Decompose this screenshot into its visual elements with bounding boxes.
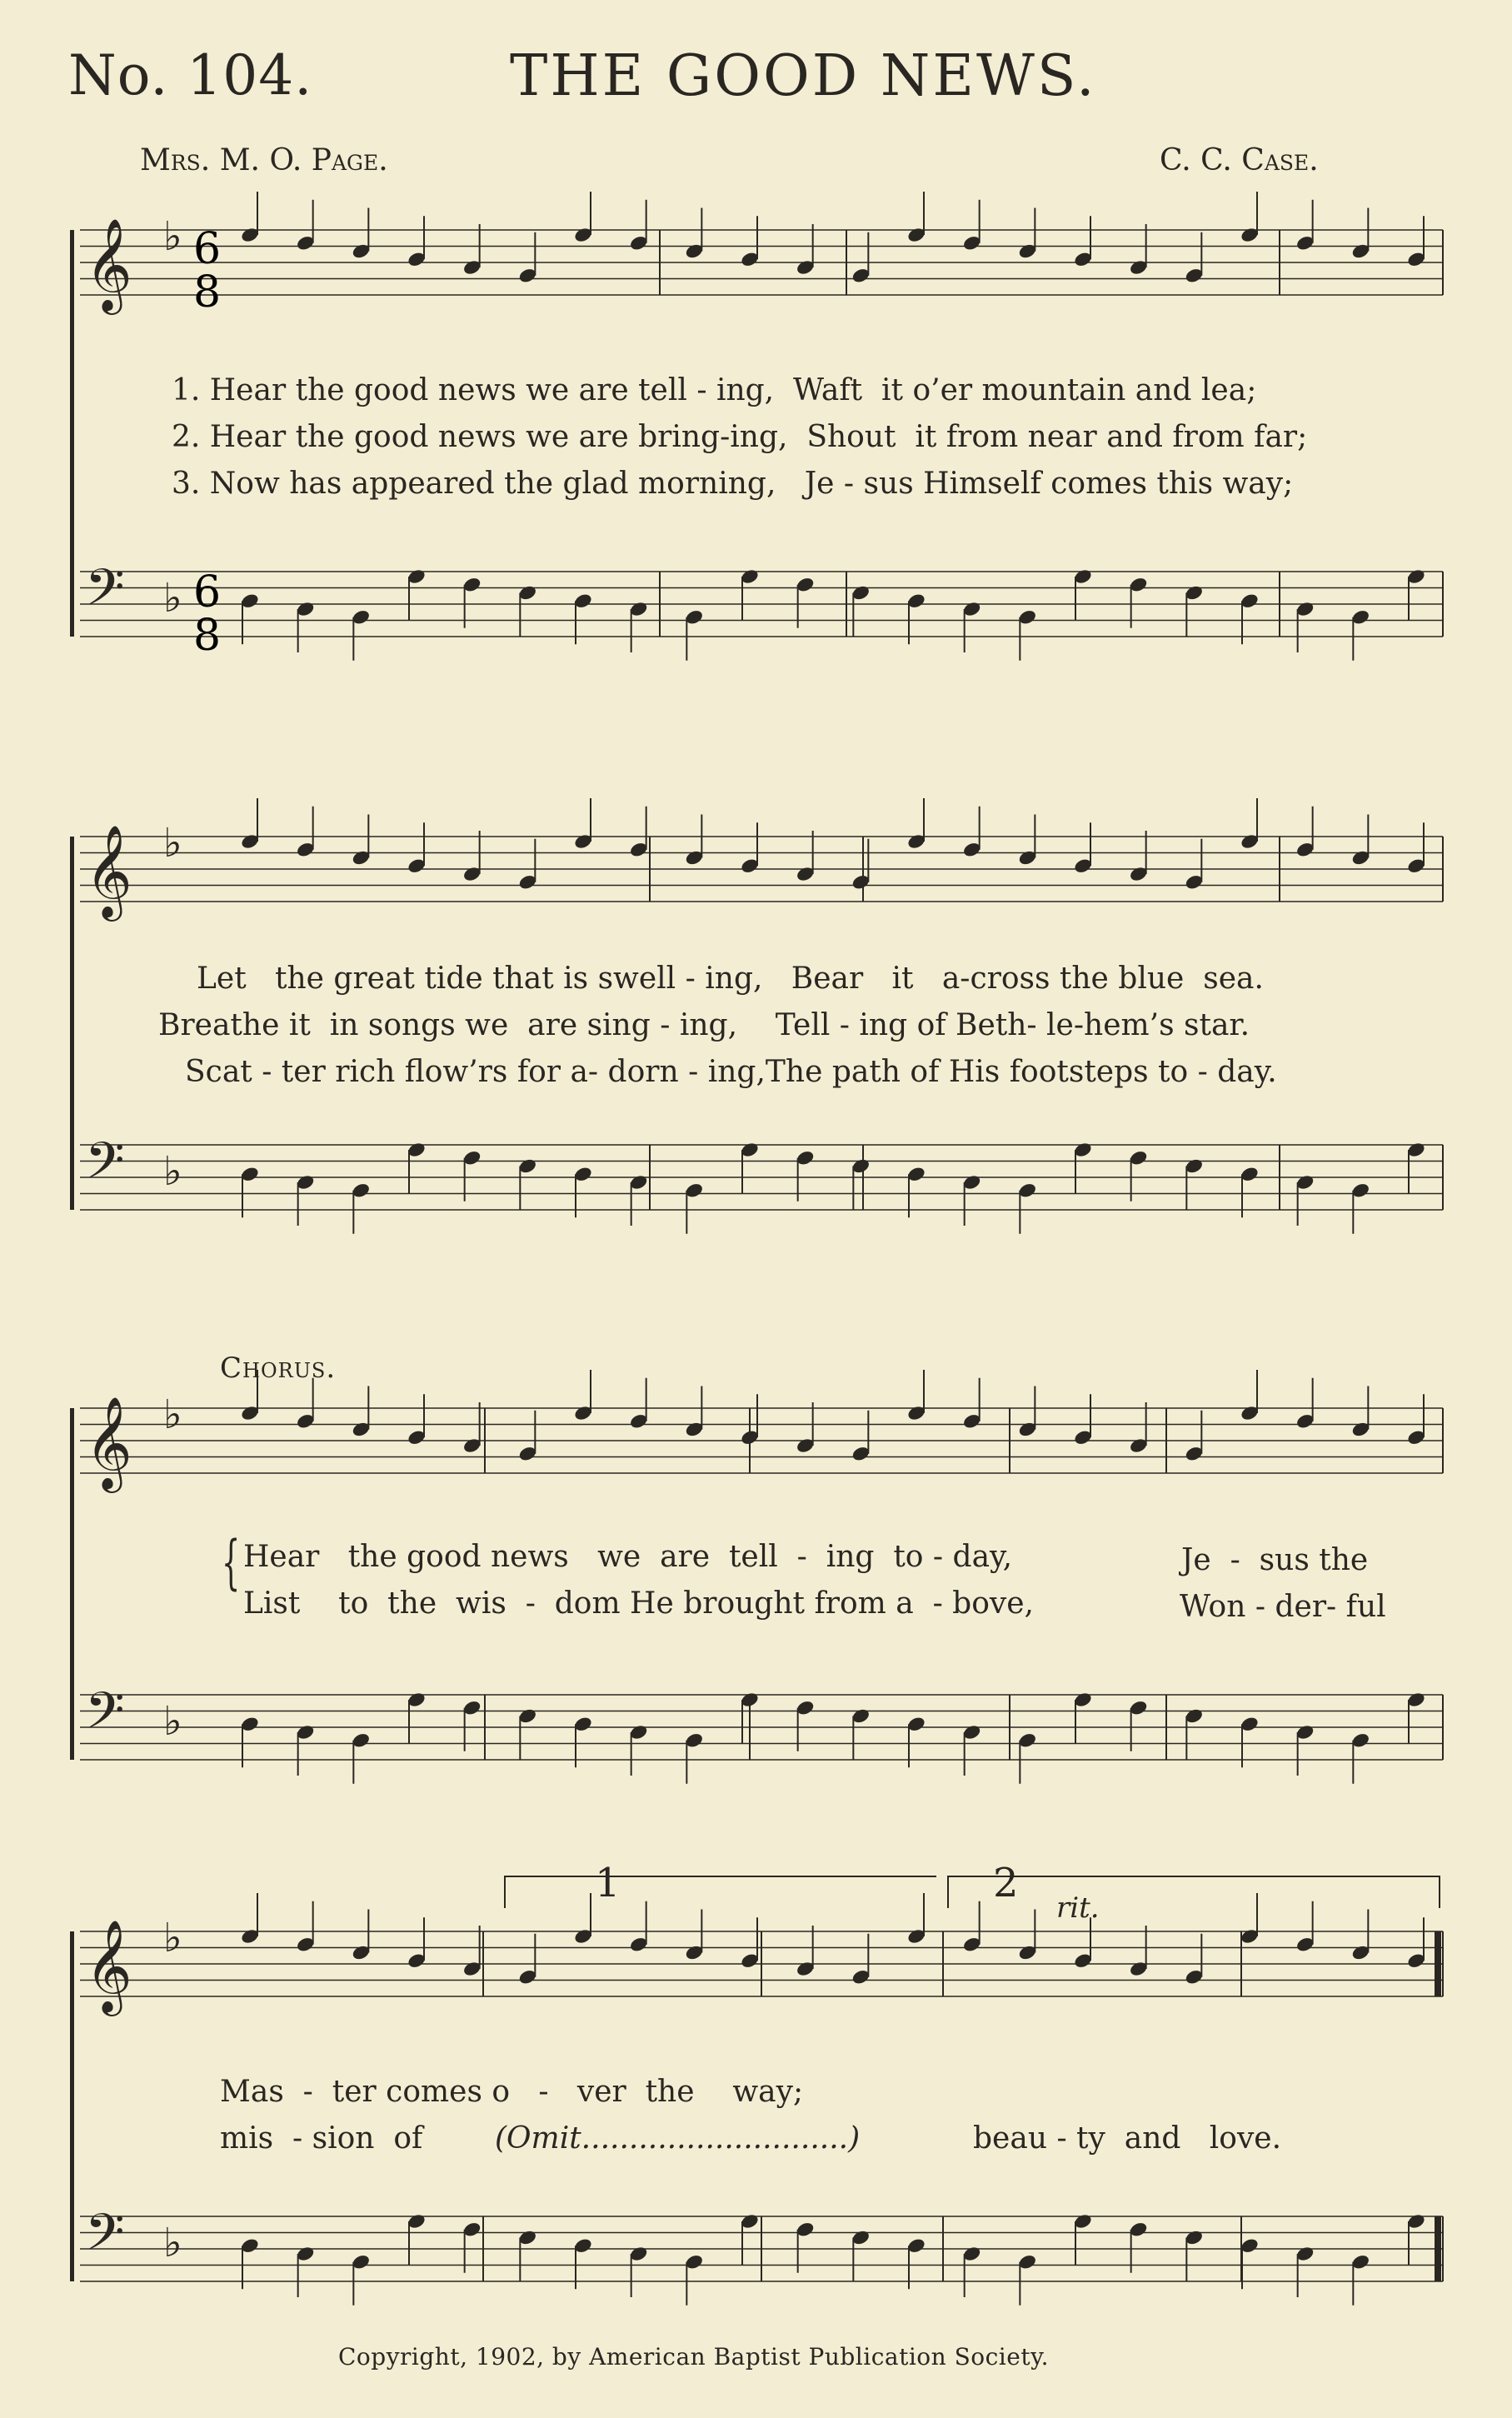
verse-line-1: 1. Hear the good news we are tell - ing, Waft it o’er mountain and lea;: [172, 373, 1257, 407]
ritardando-marking: rit.: [1056, 1891, 1100, 1925]
verse-line-3: 3. Now has appeared the glad morning, Je - sus Himself comes this way;: [172, 467, 1294, 501]
composer-credit: C. C. Case.: [1160, 143, 1319, 177]
first-ending-bracket: [505, 1876, 936, 1908]
chorus-line-2-end: Won - der- ful: [1180, 1590, 1386, 1624]
treble-clef-icon: 𝄞: [85, 824, 132, 917]
closing-line-1: Mas - ter comes o - ver the way;: [220, 2075, 804, 2109]
final-bar: [1435, 2216, 1441, 2281]
treble-clef-icon: 𝄞: [85, 217, 132, 311]
verse-cont-line-2: Breathe it in songs we are sing - ing, Tell - ing of Beth- le-hem’s star.: [158, 1008, 1250, 1042]
system-bracket: [70, 837, 74, 1210]
system-bracket: [70, 1408, 74, 1760]
omit-instruction: (Omit............................): [495, 2121, 861, 2156]
chorus-line-2: List to the wis - dom He brought from a - bove,: [243, 1586, 1034, 1621]
bass-clef-icon: 𝄢: [85, 558, 125, 630]
bar-lines: [70, 230, 1443, 2281]
verse-line-2: 2. Hear the good news we are bring-ing, Shout it from near and from far;: [172, 420, 1308, 454]
copyright-notice: Copyright, 1902, by American Baptist Publication Society.: [338, 2343, 1050, 2371]
treble-clef-icon: 𝄞: [85, 1396, 132, 1489]
second-ending-bracket: [948, 1876, 1440, 1908]
chorus-line-1-end: Je - sus the: [1181, 1543, 1369, 1577]
flat-key-icon: ♭: [163, 1391, 182, 1438]
final-bar: [1435, 1931, 1441, 1996]
flat-key-icon: ♭: [163, 1148, 182, 1195]
author-credit: Mrs. M. O. Page.: [140, 143, 388, 177]
hymn-title: THE GOOD NEWS.: [510, 43, 1097, 109]
note-heads: [240, 192, 1426, 2306]
flat-key-icon: ♭: [163, 2220, 182, 2266]
second-ending-number: 2: [993, 1860, 1019, 1906]
bass-clef-icon: 𝄢: [85, 1681, 125, 1753]
chorus-brace: {: [222, 1528, 241, 1596]
system-bracket: [70, 230, 74, 637]
verse-cont-line-3: Scat - ter rich flow’rs for a- dorn - ing,The path of His footsteps to - day.: [185, 1055, 1277, 1089]
closing-line-2b: beau - ty and love.: [973, 2121, 1282, 2156]
flat-key-icon: ♭: [163, 213, 182, 260]
verse-cont-line-1: Let the great tide that is swell - ing, Bear it a-cross the blue sea.: [197, 962, 1264, 996]
flat-key-icon: ♭: [163, 820, 182, 867]
time-sig-denominator: 8: [193, 267, 222, 317]
time-sig-numerator: 6: [193, 224, 222, 274]
clef-symbols: [85, 213, 182, 2275]
system-bracket: [70, 1931, 74, 2281]
time-sig-denominator-bass: 8: [193, 611, 222, 661]
bass-clef-icon: 𝄢: [85, 1132, 125, 1203]
chorus-label: Chorus.: [220, 1351, 337, 1385]
flat-key-icon: ♭: [163, 1915, 182, 1961]
chorus-line-1: Hear the good news we are tell - ing to - day,: [243, 1540, 1013, 1574]
flat-key-icon: ♭: [163, 575, 182, 622]
treble-clef-icon: 𝄞: [85, 1919, 132, 2012]
hymn-number: No. 104.: [68, 43, 313, 107]
closing-line-2a: mis - sion of: [220, 2121, 423, 2156]
flat-key-icon: ♭: [163, 1698, 182, 1745]
bass-clef-icon: 𝄢: [85, 2203, 125, 2275]
time-sig-numerator-bass: 6: [193, 567, 222, 617]
first-ending-number: 1: [595, 1860, 621, 1906]
